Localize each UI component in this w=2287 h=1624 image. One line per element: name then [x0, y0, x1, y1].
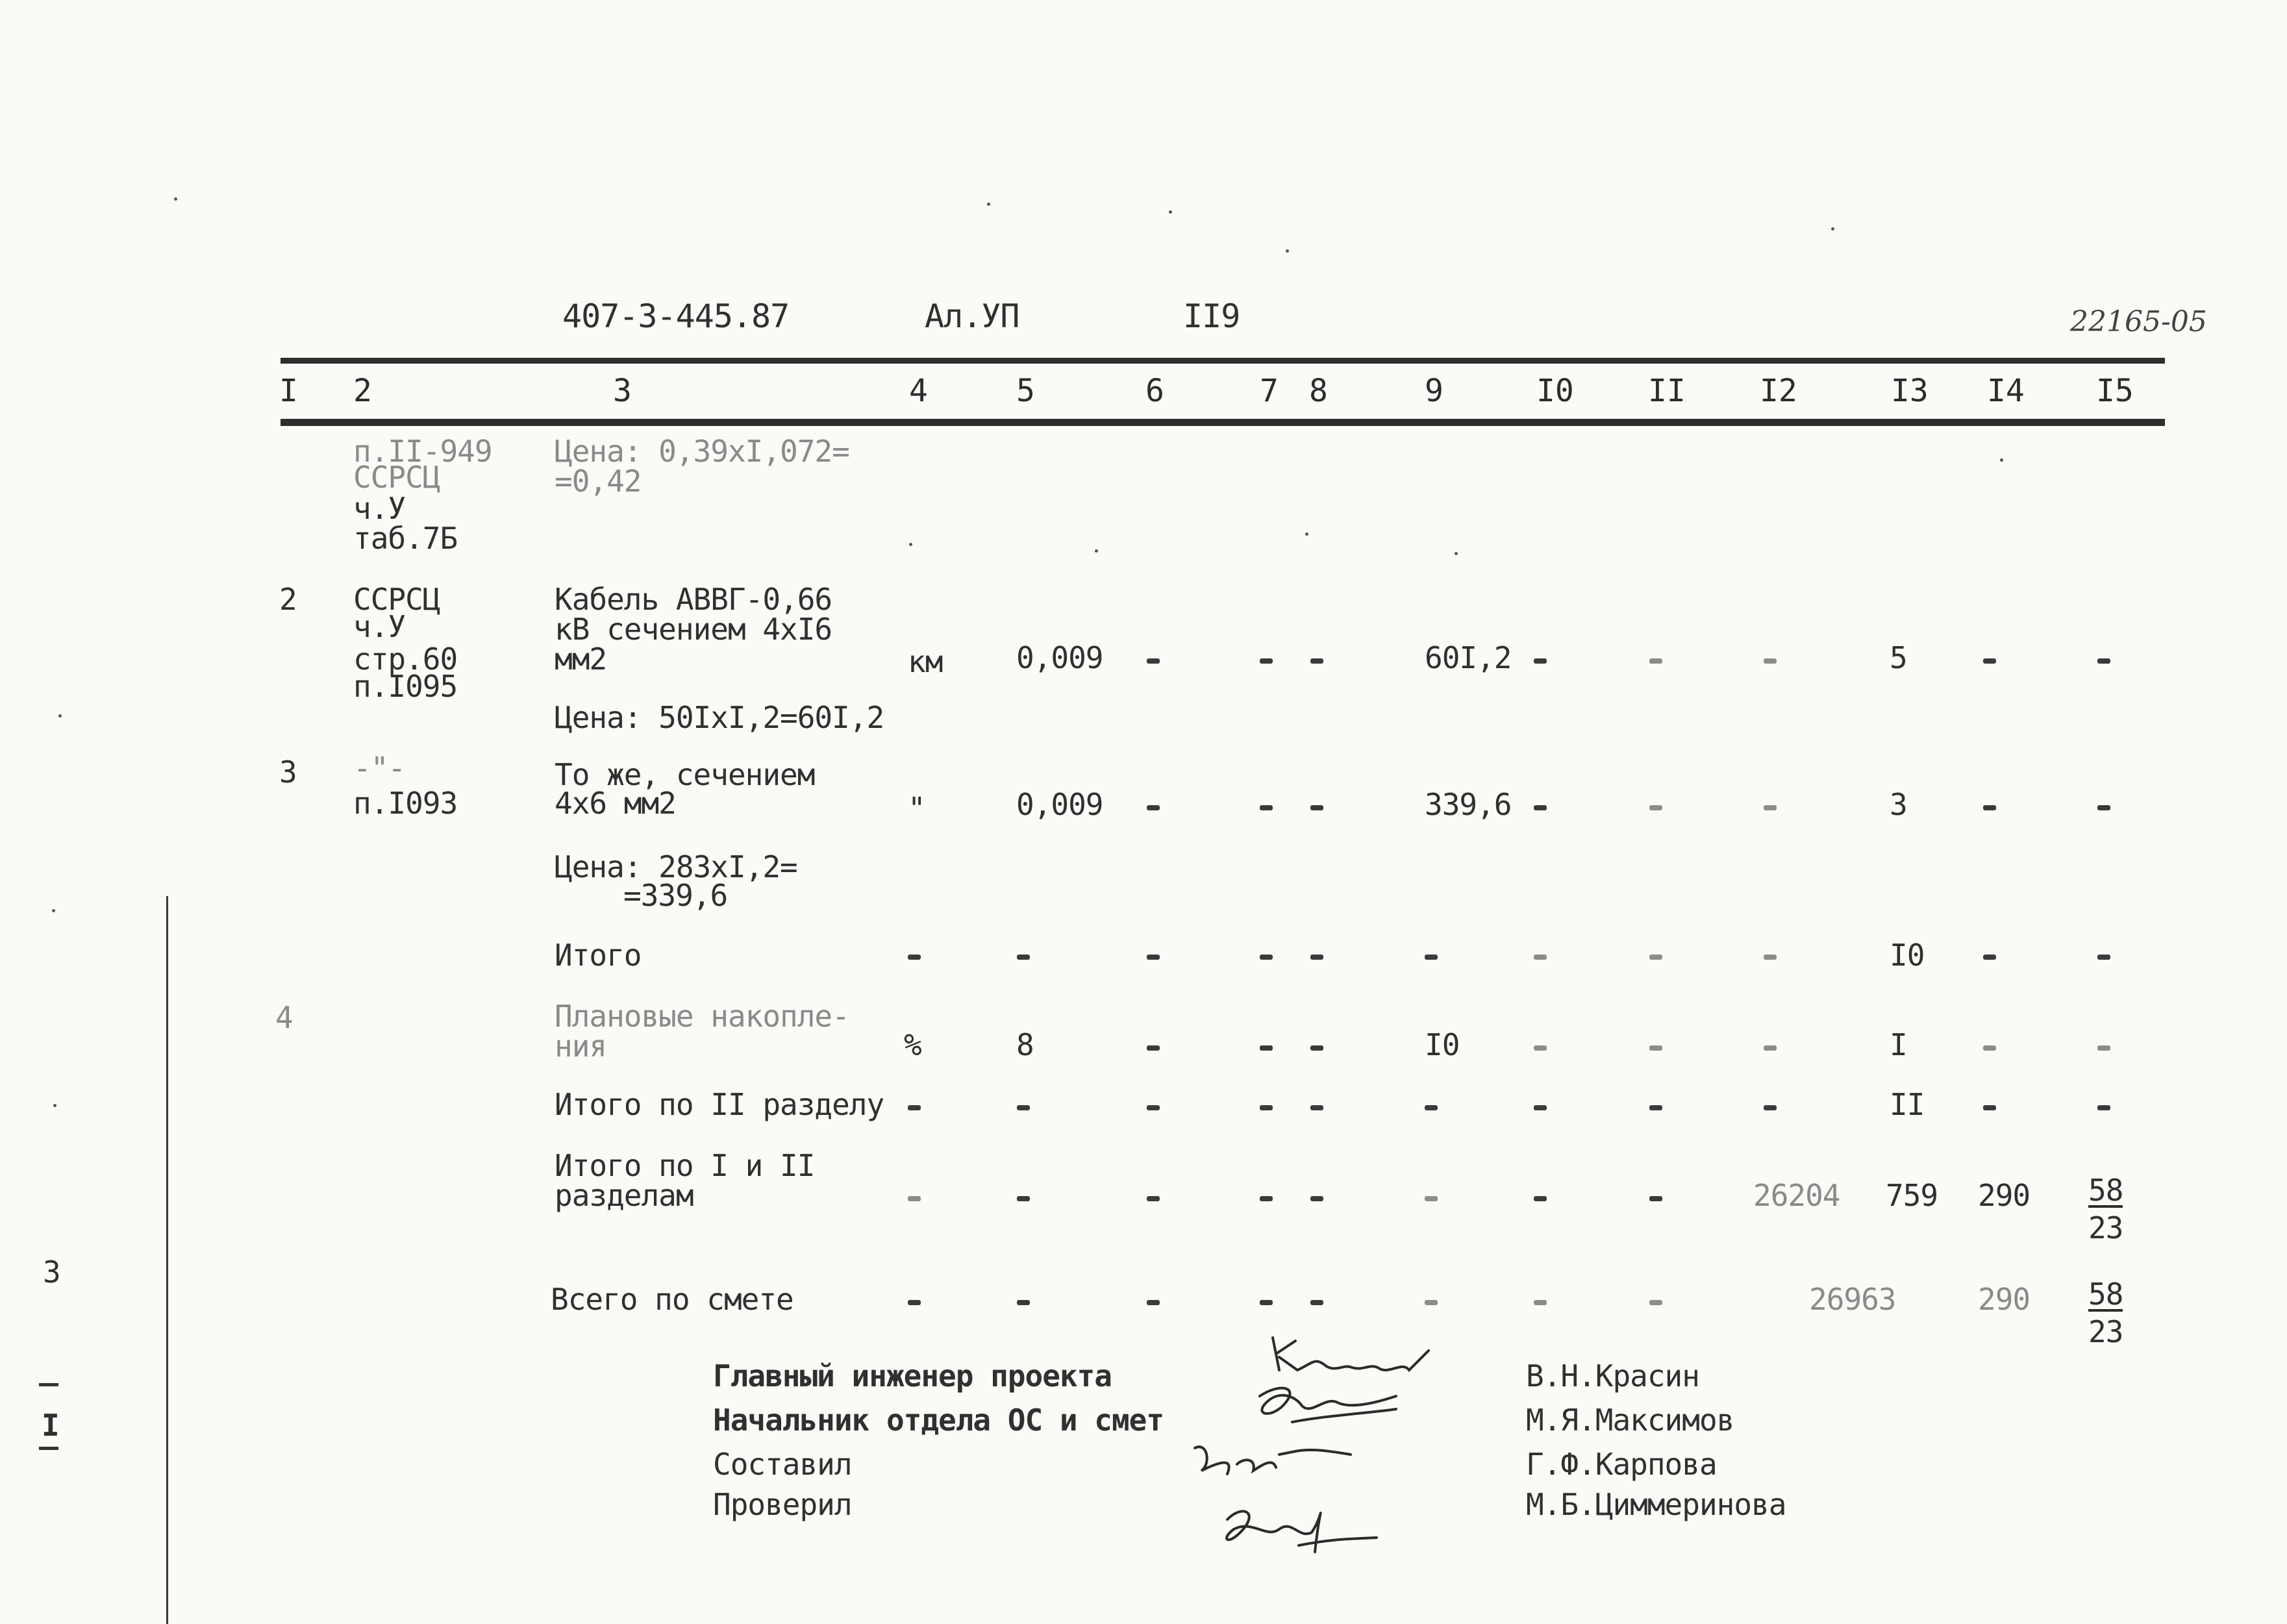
empty-cell-dash [1764, 805, 1777, 810]
col13-cell: 5 [1890, 640, 1907, 675]
margin-tick [39, 1447, 58, 1450]
archive-number: 22165-05 [2070, 305, 2207, 338]
empty-cell-dash [1017, 955, 1030, 960]
scan-speck [1169, 210, 1172, 214]
handwritten-signatures [1182, 1325, 1481, 1584]
empty-cell-dash [1260, 1105, 1273, 1110]
column-number: 7 [1260, 373, 1279, 409]
unit-cell: км [908, 644, 943, 679]
fraction-numerator: 58 [2088, 1173, 2123, 1208]
cost-cell: 339,6 [1425, 787, 1512, 822]
subtotal-label: Итого по II разделу [555, 1087, 884, 1122]
col13-cell: 759 [1886, 1178, 1938, 1213]
column-number: I2 [1760, 373, 1797, 409]
col13-cell: 3 [1890, 787, 1907, 822]
basis-line: ССРСЦ [353, 460, 440, 495]
subtotal-label: Итого [555, 938, 642, 973]
cost-cell: I0 [1425, 1027, 1460, 1062]
empty-cell-dash [1310, 1105, 1323, 1110]
signer-name: М.Я.Максимов [1526, 1403, 1734, 1438]
name-line: Кабель АВВГ-0,66 [555, 582, 832, 617]
document-code: 407-3-445.87 [562, 297, 790, 335]
row-number: 3 [279, 755, 297, 790]
name-line: =0,42 [555, 464, 642, 499]
cost-cell: 60I,2 [1425, 640, 1512, 675]
empty-cell-dash [1425, 955, 1438, 960]
empty-cell-dash [1649, 1196, 1662, 1201]
row-number: 4 [275, 1000, 293, 1035]
name-line: кВ сечением 4хI6 [555, 612, 832, 647]
signer-role: Главный инженер проекта [713, 1358, 1112, 1393]
empty-cell-dash [1147, 1045, 1160, 1051]
empty-cell-dash [1983, 1105, 1996, 1110]
empty-cell-dash [1147, 955, 1160, 960]
signer-name: Г.Ф.Карпова [1526, 1447, 1717, 1482]
column-number: 3 [613, 373, 632, 409]
fraction-denominator: 23 [2088, 1314, 2123, 1349]
empty-cell-dash [1649, 805, 1662, 810]
empty-cell-dash [1260, 658, 1273, 664]
basis-line: ч.У [353, 491, 406, 526]
empty-cell-dash [1649, 1300, 1662, 1305]
unit-cell: " [908, 791, 925, 826]
empty-cell-dash [1534, 1196, 1547, 1201]
scan-speck [58, 714, 62, 718]
empty-cell-dash [1649, 1105, 1662, 1110]
margin-tick [39, 1383, 58, 1386]
signer-name: В.Н.Красин [1526, 1358, 1699, 1393]
name-line: Цена: 0,39хI,072= [555, 434, 849, 469]
scan-speck [1095, 549, 1098, 553]
name-line: Плановые накопле- [555, 999, 849, 1034]
empty-cell-dash [1425, 1300, 1438, 1305]
scan-speck [53, 1104, 56, 1107]
price-note: =339,6 [623, 878, 728, 913]
column-number: 9 [1425, 373, 1443, 409]
empty-cell-dash [1260, 955, 1273, 960]
empty-cell-dash [1534, 805, 1547, 810]
basis-line: стр.60 [353, 642, 458, 677]
grand-total-label: Всего по смете [551, 1282, 794, 1317]
basis-line: п.I095 [353, 669, 458, 704]
column-number: I5 [2096, 373, 2134, 409]
empty-cell-dash [1017, 1196, 1030, 1201]
basis-line: ССРСЦ [353, 582, 440, 617]
empty-cell-dash [2097, 805, 2110, 810]
scan-speck [1286, 249, 1289, 253]
empty-cell-dash [1260, 805, 1273, 810]
empty-cell-dash [908, 1105, 921, 1110]
empty-cell-dash [1310, 1300, 1323, 1305]
empty-cell-dash [1147, 1105, 1160, 1110]
col14-cell: 290 [1978, 1282, 2031, 1317]
empty-cell-dash [1764, 955, 1777, 960]
basis-line: п.II-949 [353, 434, 492, 469]
margin-mark: I [42, 1408, 59, 1443]
signer-role: Составил [713, 1447, 852, 1482]
empty-cell-dash [1983, 1045, 1996, 1051]
scan-speck [1831, 227, 1834, 231]
qty-cell: 0,009 [1016, 787, 1103, 822]
empty-cell-dash [1260, 1045, 1273, 1051]
empty-cell-dash [2097, 658, 2110, 664]
col13-cell: I [1890, 1027, 1907, 1062]
empty-cell-dash [1649, 1045, 1662, 1051]
empty-cell-dash [1147, 805, 1160, 810]
col13-cell: I0 [1890, 938, 1925, 973]
header-top-rule [281, 358, 2165, 364]
empty-cell-dash [1983, 658, 1996, 664]
column-number: I3 [1891, 373, 1929, 409]
page-number: II9 [1183, 297, 1240, 335]
subtotal-label: разделам [555, 1178, 694, 1213]
fraction-numerator: 58 [2088, 1277, 2123, 1312]
signer-role: Проверил [713, 1487, 852, 1522]
column-number: I0 [1536, 373, 1574, 409]
empty-cell-dash [1534, 1300, 1547, 1305]
name-line: 4х6 мм2 [555, 786, 676, 821]
basis-line: -"- [353, 751, 406, 786]
empty-cell-dash [908, 955, 921, 960]
empty-cell-dash [1147, 1300, 1160, 1305]
empty-cell-dash [1310, 1045, 1323, 1051]
col15-fraction [2088, 1175, 2123, 1243]
scan-speck [2000, 458, 2003, 462]
empty-cell-dash [2097, 955, 2110, 960]
price-note: Цена: 283хI,2= [555, 849, 797, 884]
signer-role: Начальник отдела ОС и смет [713, 1403, 1164, 1438]
row-number: 2 [279, 582, 297, 617]
column-number: I4 [1987, 373, 2025, 409]
signer-name: М.Б.Циммеринова [1526, 1487, 1786, 1522]
price-note: Цена: 50IхI,2=60I,2 [555, 700, 884, 735]
column-number: II [1648, 373, 1686, 409]
empty-cell-dash [908, 1196, 921, 1201]
name-line: То же, сечением [555, 757, 815, 792]
album-label: Ал.УП [925, 297, 1019, 335]
empty-cell-dash [1260, 1300, 1273, 1305]
empty-cell-dash [1017, 1105, 1030, 1110]
empty-cell-dash [1147, 658, 1160, 664]
basis-line: ч.У [353, 609, 406, 644]
scan-speck [909, 543, 912, 546]
column-number: 6 [1145, 373, 1164, 409]
empty-cell-dash [1764, 1045, 1777, 1051]
empty-cell-dash [1649, 658, 1662, 664]
empty-cell-dash [1147, 1196, 1160, 1201]
col12-cell: 26963 [1809, 1282, 1896, 1317]
margin-mark: 3 [43, 1255, 60, 1290]
scan-speck [1455, 552, 1458, 555]
col14-cell: 290 [1978, 1178, 2031, 1213]
column-number: 5 [1016, 373, 1035, 409]
column-number: 2 [353, 373, 372, 409]
scan-speck [52, 909, 55, 912]
empty-cell-dash [2097, 1105, 2110, 1110]
empty-cell-dash [1260, 1196, 1273, 1201]
empty-cell-dash [1425, 1196, 1438, 1201]
col13-cell: II [1890, 1087, 1925, 1122]
name-line: мм2 [555, 642, 607, 677]
binding-margin-line [166, 896, 168, 1624]
empty-cell-dash [1649, 955, 1662, 960]
scan-speck [174, 197, 177, 201]
header-bottom-rule [281, 419, 2165, 426]
column-number: I [279, 373, 298, 409]
fraction-denominator: 23 [2088, 1210, 2123, 1245]
empty-cell-dash [1983, 805, 1996, 810]
empty-cell-dash [1534, 658, 1547, 664]
column-number: 4 [909, 373, 928, 409]
col12-cell: 26204 [1753, 1178, 1840, 1213]
empty-cell-dash [1310, 658, 1323, 664]
scan-speck [987, 203, 990, 206]
name-line: ния [555, 1029, 607, 1064]
empty-cell-dash [1310, 805, 1323, 810]
subtotal-label: Итого по I и II [555, 1148, 815, 1183]
empty-cell-dash [1534, 955, 1547, 960]
column-number: 8 [1309, 373, 1328, 409]
qty-cell: 8 [1016, 1027, 1034, 1062]
empty-cell-dash [1764, 658, 1777, 664]
col15-fraction [2088, 1279, 2123, 1347]
scan-speck [1305, 532, 1308, 536]
empty-cell-dash [1310, 1196, 1323, 1201]
empty-cell-dash [1534, 1105, 1547, 1110]
empty-cell-dash [2097, 1045, 2110, 1051]
basis-line: п.I093 [353, 786, 458, 821]
empty-cell-dash [1310, 955, 1323, 960]
empty-cell-dash [1764, 1105, 1777, 1110]
empty-cell-dash [1534, 1045, 1547, 1051]
empty-cell-dash [1017, 1300, 1030, 1305]
qty-cell: 0,009 [1016, 640, 1103, 675]
basis-line: таб.7Б [353, 521, 458, 556]
unit-cell: % [904, 1027, 921, 1062]
empty-cell-dash [908, 1300, 921, 1305]
empty-cell-dash [1425, 1105, 1438, 1110]
empty-cell-dash [1983, 955, 1996, 960]
